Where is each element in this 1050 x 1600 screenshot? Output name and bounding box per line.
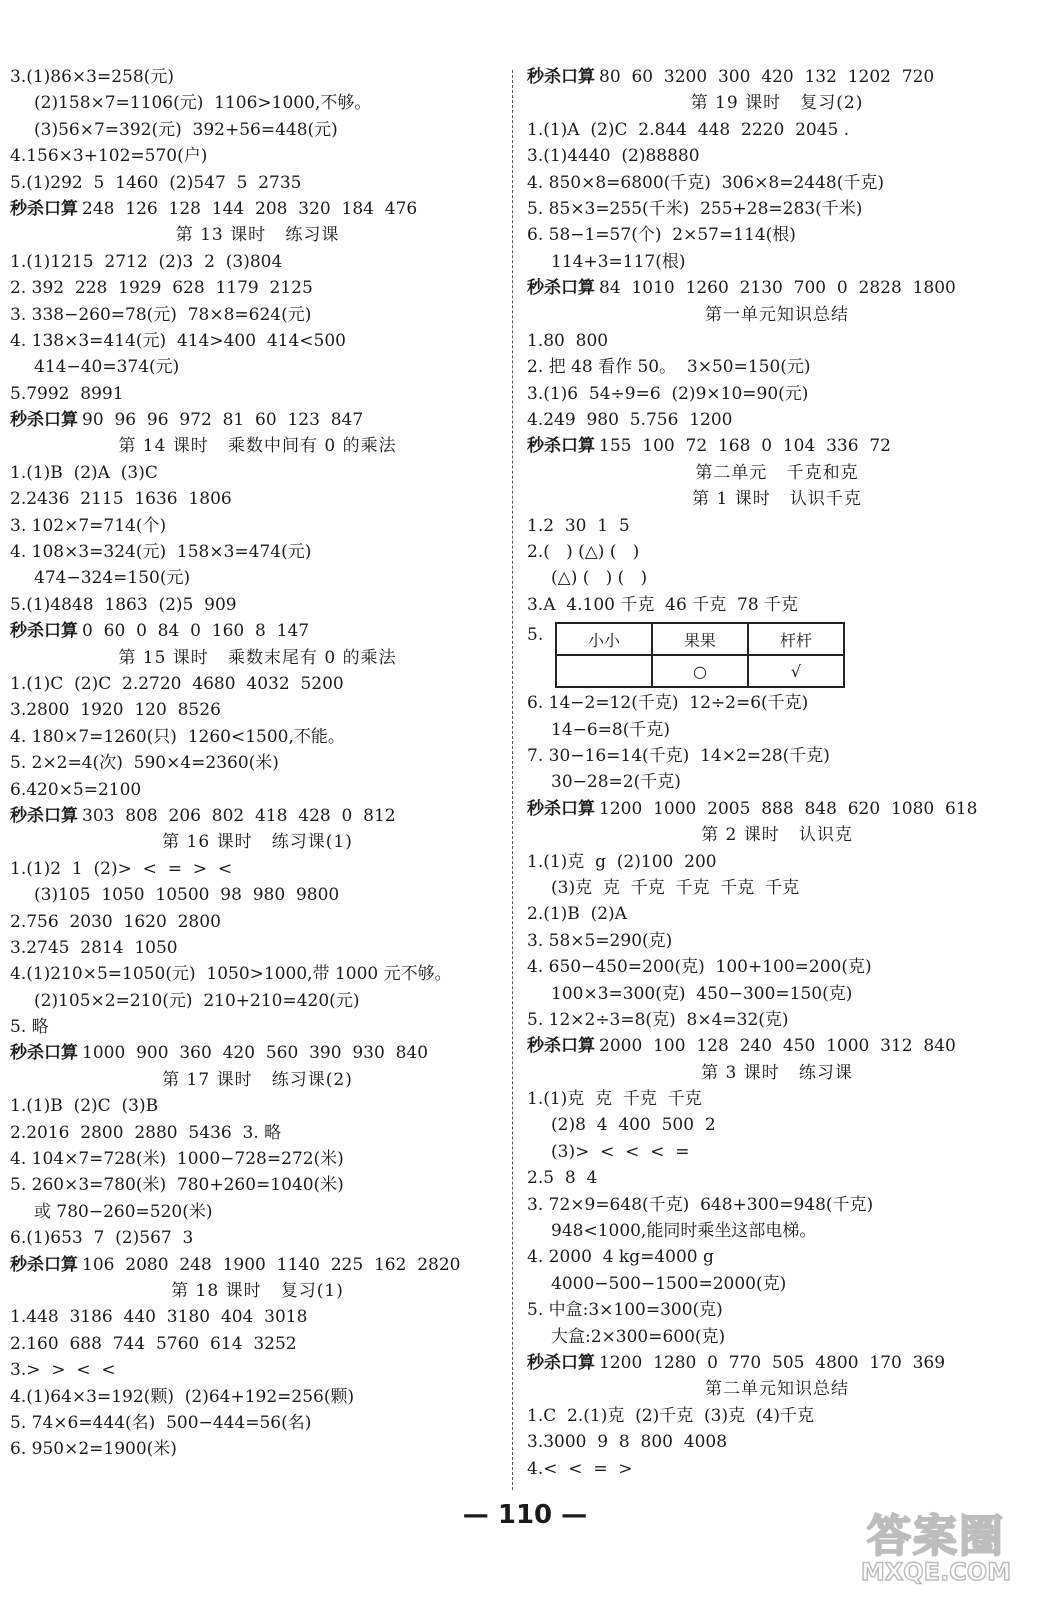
answer-line: 4.< < = > — [527, 1458, 633, 1479]
quick-calc-line — [527, 796, 1027, 822]
answer-line: 3. 102×7=714(个) — [10, 515, 167, 536]
table-mark-cell: √ — [748, 655, 844, 687]
answer-line: 5. 12×2÷3=8(克) 8×4=32(克) — [527, 1009, 789, 1030]
table-header-cell: 果果 — [652, 623, 748, 655]
table-header-cell: 杆杆 — [748, 623, 844, 655]
answer-line: 4. 650−450=200(克) 100+100=200(克) — [527, 957, 872, 978]
quick-calc-values: 106 2080 248 1900 1140 225 162 2820 — [82, 1254, 461, 1275]
quick-calc-line — [527, 64, 1027, 90]
quick-calc-line — [527, 433, 1027, 459]
answer-line: 4. 104×7=728(米) 1000−728=272(米) — [10, 1149, 344, 1170]
answer-line: 3.(1)86×3=258(元) — [10, 67, 174, 87]
answer-line: 4. 180×7=1260(只) 1260<1500,不能。 — [10, 726, 345, 747]
section-heading: 第二单元 千克和克 — [695, 462, 859, 483]
quick-calc-label: 秒杀口算 — [10, 805, 78, 826]
answer-line: 30−28=2(千克) — [551, 772, 681, 793]
answer-line: 大盒:2×300=600(克) — [551, 1326, 726, 1347]
answer-line: 2.2436 2115 1636 1806 — [10, 489, 232, 510]
answer-line: 4. 138×3=414(元) 414>400 414<500 — [10, 330, 346, 351]
section-heading: 第一单元知识总结 — [705, 304, 849, 325]
page-number: — 110 — — [462, 1500, 588, 1530]
answer-line: 5. 中盒:3×100=300(克) — [527, 1300, 723, 1321]
quick-calc-label: 秒杀口算 — [527, 798, 595, 819]
quick-calc-values: 1000 900 360 420 560 390 930 840 — [82, 1043, 429, 1064]
answer-line: 1.(1)1215 2712 (2)3 2 (3)804 — [10, 251, 283, 272]
quick-calc-values: 1200 1280 0 770 505 4800 170 369 — [599, 1352, 946, 1373]
quick-calc-label: 秒杀口算 — [527, 436, 595, 457]
section-heading: 第 14 课时 乘数中间有 0 的乘法 — [118, 436, 397, 457]
quick-calc-label: 秒杀口算 — [527, 67, 595, 87]
quick-calc-values: 155 100 72 168 0 104 336 72 — [599, 436, 891, 457]
answer-table-row — [527, 618, 1027, 690]
answer-line: 2.(1)B (2)A — [527, 904, 627, 925]
quick-calc-values: 1200 1000 2005 888 848 620 1080 618 — [599, 798, 978, 819]
answer-line: 3.2745 2814 1050 — [10, 937, 178, 958]
answer-line: 5. 74×6=444(名) 500−444=56(名) — [10, 1412, 312, 1433]
answer-line: 3.A 4.100 千克 46 千克 78 千克 — [527, 594, 799, 615]
answer-line: 6. 950×2=1900(米) — [10, 1439, 177, 1460]
answer-line: 948<1000,能同时乘坐这部电梯。 — [551, 1221, 817, 1242]
answer-line: 3. 72×9=648(千克) 648+300=948(千克) — [527, 1194, 874, 1215]
answer-line: 3.> > < < — [10, 1360, 116, 1381]
answer-table — [555, 622, 845, 688]
answer-line: 5.(1)4848 1863 (2)5 909 — [10, 594, 237, 615]
answer-line: 2.2016 2800 2880 5436 3. 略 — [10, 1122, 282, 1143]
answer-line: 2.160 688 744 5760 614 3252 — [10, 1333, 297, 1354]
answer-line: 7. 30−16=14(千克) 14×2=28(千克) — [527, 745, 830, 766]
answer-line: 4.249 980 5.756 1200 — [527, 410, 733, 431]
answer-line: 6.(1)653 7 (2)567 3 — [10, 1228, 194, 1249]
table-mark-cell: ○ — [652, 655, 748, 687]
table-mark-cell — [556, 655, 652, 687]
answer-line: 4000−500−1500=2000(克) — [551, 1273, 787, 1294]
answer-line: 4. 108×3=324(元) 158×3=474(元) — [10, 542, 312, 563]
answer-line: 3.(1)6 54÷9=6 (2)9×10=90(元) — [527, 383, 809, 404]
watermark-url: MXQE.COM — [860, 1558, 1012, 1586]
watermark-logo — [836, 1478, 1036, 1590]
answer-line: (2)158×7=1106(元) 1106>1000,不够。 — [34, 93, 372, 114]
answer-line: 2.5 8 4 — [527, 1168, 598, 1189]
answer-line: 5.7992 8991 — [10, 383, 124, 404]
answer-line: 5. 略 — [10, 1017, 49, 1038]
answer-line: 474−324=150(元) — [34, 568, 191, 589]
answer-line: 414−40=374(元) — [34, 357, 180, 378]
answer-line: (3)克 克 千克 千克 千克 千克 — [551, 877, 800, 898]
answer-line: 2.756 2030 1620 2800 — [10, 911, 221, 932]
left-column — [10, 64, 505, 1463]
quick-calc-line — [10, 803, 505, 829]
quick-calc-label: 秒杀口算 — [527, 278, 595, 299]
answer-line: (△) ( ) ( ) — [551, 568, 648, 589]
answer-line: 3.(1)4440 (2)88880 — [527, 146, 700, 167]
answer-line: 2. 392 228 1929 628 1179 2125 — [10, 278, 313, 299]
section-heading: 第 13 课时 练习课 — [175, 225, 340, 246]
answer-line: 3.2800 1920 120 8526 — [10, 700, 221, 721]
answer-line: 2.( ) (△) ( ) — [527, 542, 640, 563]
right-column — [527, 64, 1027, 1482]
section-heading: 第 16 课时 练习课(1) — [162, 832, 353, 853]
answer-line: 4. 850×8=6800(千克) 306×8=2448(千克) — [527, 172, 884, 193]
section-heading: 第 2 课时 认识克 — [701, 825, 853, 846]
quick-calc-label: 秒杀口算 — [527, 1036, 595, 1057]
answer-line: (3)56×7=392(元) 392+56=448(元) — [34, 119, 338, 140]
quick-calc-line — [10, 618, 505, 644]
answer-line: 6.420×5=2100 — [10, 779, 142, 800]
quick-calc-values: 80 60 3200 300 420 132 1202 720 — [599, 67, 935, 87]
quick-calc-values: 2000 100 128 240 450 1000 312 840 — [599, 1036, 956, 1057]
answer-line: 1.(1)2 1 (2)> < = > < — [10, 858, 233, 879]
column-divider — [512, 70, 513, 1490]
section-heading: 第 1 课时 认识千克 — [692, 489, 862, 510]
quick-calc-label: 秒杀口算 — [10, 198, 78, 219]
answer-line: 4. 2000 4 kg=4000 g — [527, 1247, 714, 1268]
answer-line: (3)105 1050 10500 98 980 9800 — [34, 885, 340, 906]
quick-calc-line — [527, 275, 1027, 301]
answer-line: 1.80 800 — [527, 330, 609, 351]
quick-calc-values: 90 96 96 972 81 60 123 847 — [82, 410, 364, 431]
answer-line: 1.(1)C (2)C 2.2720 4680 4032 5200 — [10, 673, 344, 694]
answer-line: 100×3=300(克) 450−300=150(克) — [551, 983, 853, 1004]
quick-calc-values: 248 126 128 144 208 320 184 476 — [82, 198, 418, 219]
right-column-upper — [527, 64, 1027, 618]
quick-calc-line — [527, 1350, 1027, 1376]
answer-line: 5. 2×2=4(次) 590×4=2360(米) — [10, 753, 279, 774]
quick-calc-line — [10, 407, 505, 433]
answer-line: 3. 58×5=290(克) — [527, 930, 673, 951]
answer-line: 5.(1)292 5 1460 (2)547 5 2735 — [10, 172, 302, 193]
quick-calc-label: 秒杀口算 — [10, 1043, 78, 1064]
quick-calc-values: 0 60 0 84 0 160 8 147 — [82, 621, 310, 642]
quick-calc-values: 84 1010 1260 2130 700 0 2828 1800 — [599, 278, 956, 299]
watermark-text: 答案圈 — [867, 1511, 1005, 1562]
answer-line: 14−6=8(千克) — [551, 719, 671, 740]
answer-line: 6. 58−1=57(个) 2×57=114(根) — [527, 225, 796, 246]
table-header-cell: 小小 — [556, 623, 652, 655]
section-heading: 第 18 课时 复习(1) — [171, 1280, 344, 1301]
right-column-lower — [527, 690, 1027, 1482]
quick-calc-line — [10, 1040, 505, 1066]
answer-line: 3.3000 9 8 800 4008 — [527, 1432, 728, 1453]
answer-line: (2)8 4 400 500 2 — [551, 1115, 716, 1136]
quick-calc-line — [527, 1033, 1027, 1059]
answer-line: 1.2 30 1 5 — [527, 515, 630, 536]
answer-line: 1.C 2.(1)克 (2)千克 (3)克 (4)千克 — [527, 1405, 814, 1426]
quick-calc-label: 秒杀口算 — [10, 410, 78, 431]
section-heading: 第 19 课时 复习(2) — [690, 93, 864, 114]
quick-calc-line — [10, 1252, 505, 1278]
quick-calc-label: 秒杀口算 — [10, 621, 78, 642]
answer-line: 或 780−260=520(米) — [34, 1201, 213, 1222]
answer-line: 1.(1)克 克 千克 千克 — [527, 1089, 702, 1110]
answer-line: 4.156×3+102=570(户) — [10, 146, 208, 167]
answer-line: 4.(1)64×3=192(颗) (2)64+192=256(颗) — [10, 1386, 355, 1407]
answer-line: 1.(1)B (2)C (3)B — [10, 1096, 159, 1117]
quick-calc-values: 303 808 206 802 418 428 0 812 — [82, 805, 396, 826]
answer-line: (3)> < < < = — [551, 1141, 690, 1162]
quick-calc-line — [10, 196, 505, 222]
answer-line: 5. 85×3=255(千米) 255+28=283(千米) — [527, 198, 863, 219]
answer-line: 1.448 3186 440 3180 404 3018 — [10, 1307, 308, 1328]
answer-line: 1.(1)克 g (2)100 200 — [527, 851, 717, 872]
answer-line: 114+3=117(根) — [551, 251, 686, 272]
section-heading: 第 17 课时 练习课(2) — [162, 1069, 353, 1090]
answer-line: 4.(1)210×5=1050(元) 1050>1000,带 1000 元不够。 — [10, 964, 452, 985]
quick-calc-label: 秒杀口算 — [10, 1254, 78, 1275]
answer-line: 2. 把 48 看作 50。 3×50=150(元) — [527, 357, 811, 378]
answer-line: 5. 260×3=780(米) 780+260=1040(米) — [10, 1175, 344, 1196]
answer-line: 1.(1)A (2)C 2.844 448 2220 2045 . — [527, 119, 850, 140]
section-heading: 第 15 课时 乘数末尾有 0 的乘法 — [118, 647, 397, 668]
section-heading: 第二单元知识总结 — [705, 1379, 849, 1400]
section-heading: 第 3 课时 练习课 — [701, 1062, 853, 1083]
answer-line: 1.(1)B (2)A (3)C — [10, 462, 158, 483]
answer-line: 3. 338−260=78(元) 78×8=624(元) — [10, 304, 312, 325]
quick-calc-label: 秒杀口算 — [527, 1352, 595, 1373]
answer-table-number: 5. — [527, 625, 544, 646]
answer-line: (2)105×2=210(元) 210+210=420(元) — [34, 990, 360, 1011]
answer-line: 6. 14−2=12(千克) 12÷2=6(千克) — [527, 693, 809, 714]
